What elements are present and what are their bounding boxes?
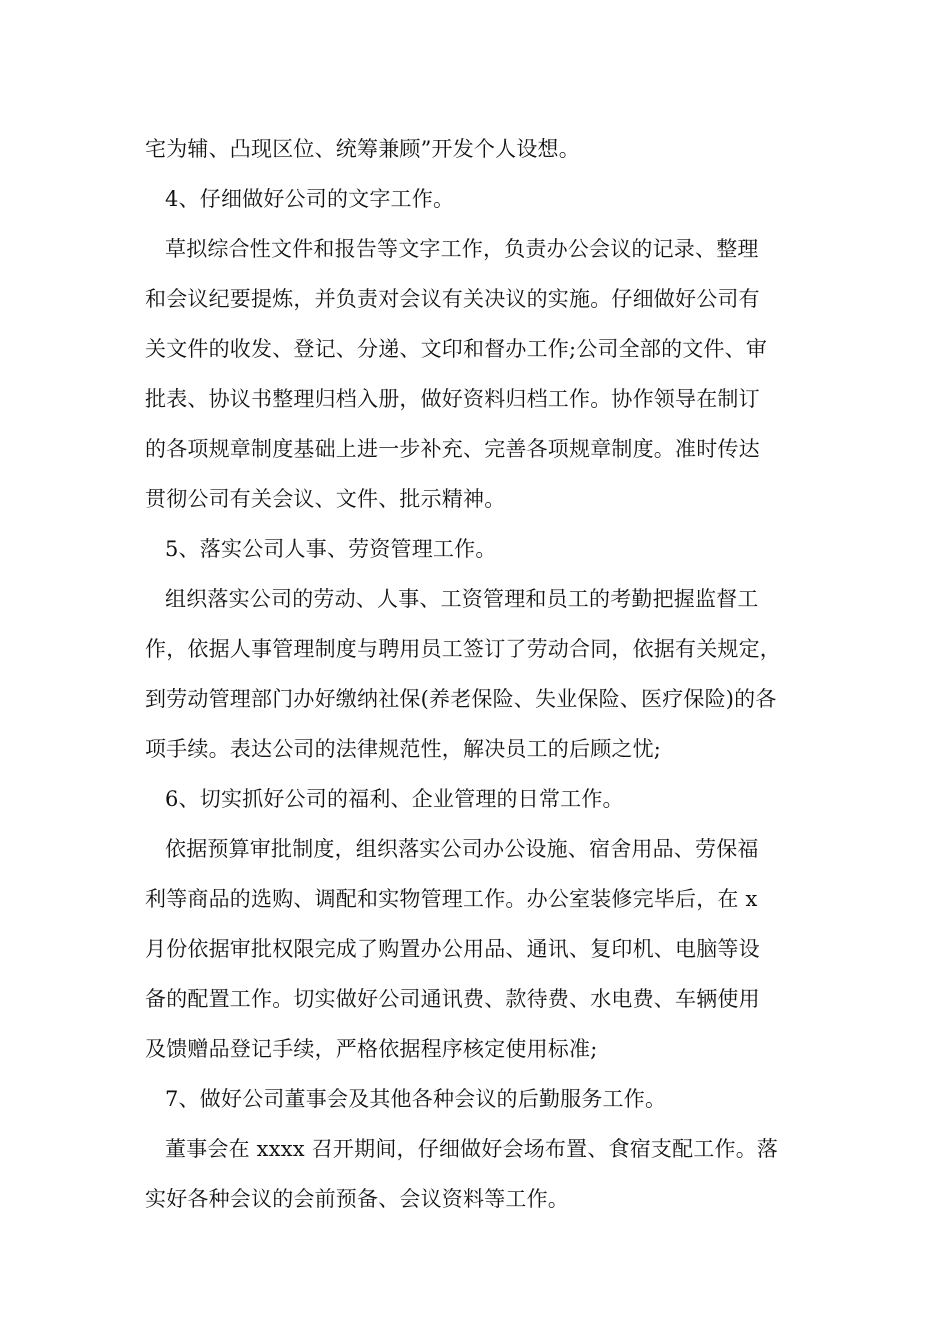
text-line: 董事会在 xxxx 召开期间，仔细做好会场布置、食宿支配工作。落 xyxy=(165,1137,779,1161)
section-heading-5: 5、落实公司人事、劳资管理工作。 xyxy=(165,537,497,561)
text-line: 作，依据人事管理制度与聘用员工签订了劳动合同，依据有关规定， xyxy=(145,637,781,661)
text-line: 实好各种会议的会前预备、会议资料等工作。 xyxy=(145,1187,569,1211)
section-heading-4: 4、仔细做好公司的文字工作。 xyxy=(165,187,455,211)
section-heading-7: 7、做好公司董事会及其他各种会议的后勤服务工作。 xyxy=(165,1087,667,1111)
text-line: 的各项规章制度基础上进一步补充、完善各项规章制度。准时传达 xyxy=(145,437,760,461)
text-line: 组织落实公司的劳动、人事、工资管理和员工的考勤把握监督工 xyxy=(165,587,759,611)
text-line: 依据预算审批制度，组织落实公司办公设施、宿舍用品、劳保福 xyxy=(165,837,759,861)
text-line: 贯彻公司有关会议、文件、批示精神。 xyxy=(145,487,506,511)
text-line: 草拟综合性文件和报告等文字工作，负责办公会议的记录、整理 xyxy=(165,237,759,261)
text-line: 批表、协议书整理归档入册，做好资料归档工作。协作领导在制订 xyxy=(145,387,760,411)
text-line: 宅为辅、凸现区位、统筹兼顾”开发个人设想。 xyxy=(145,137,580,161)
text-line: 到劳动管理部门办好缴纳社保(养老保险、失业保险、医疗保险)的各 xyxy=(145,687,777,711)
text-line: 项手续。表达公司的法律规范性，解决员工的后顾之忧; xyxy=(145,737,662,761)
section-heading-6: 6、切实抓好公司的福利、企业管理的日常工作。 xyxy=(165,787,624,811)
text-line: 关文件的收发、登记、分递、文印和督办工作;公司全部的文件、审 xyxy=(145,337,768,361)
text-line: 及馈赠品登记手续，严格依据程序核定使用标准; xyxy=(145,1037,598,1061)
text-line: 和会议纪要提炼，并负责对会议有关决议的实施。仔细做好公司有 xyxy=(145,287,760,311)
text-line: 备的配置工作。切实做好公司通讯费、款待费、水电费、车辆使用 xyxy=(145,987,760,1011)
text-line: 月份依据审批权限完成了购置办公用品、通讯、复印机、电脑等设 xyxy=(145,937,760,961)
text-line: 利等商品的选购、调配和实物管理工作。办公室装修完毕后，在 x xyxy=(145,887,758,911)
